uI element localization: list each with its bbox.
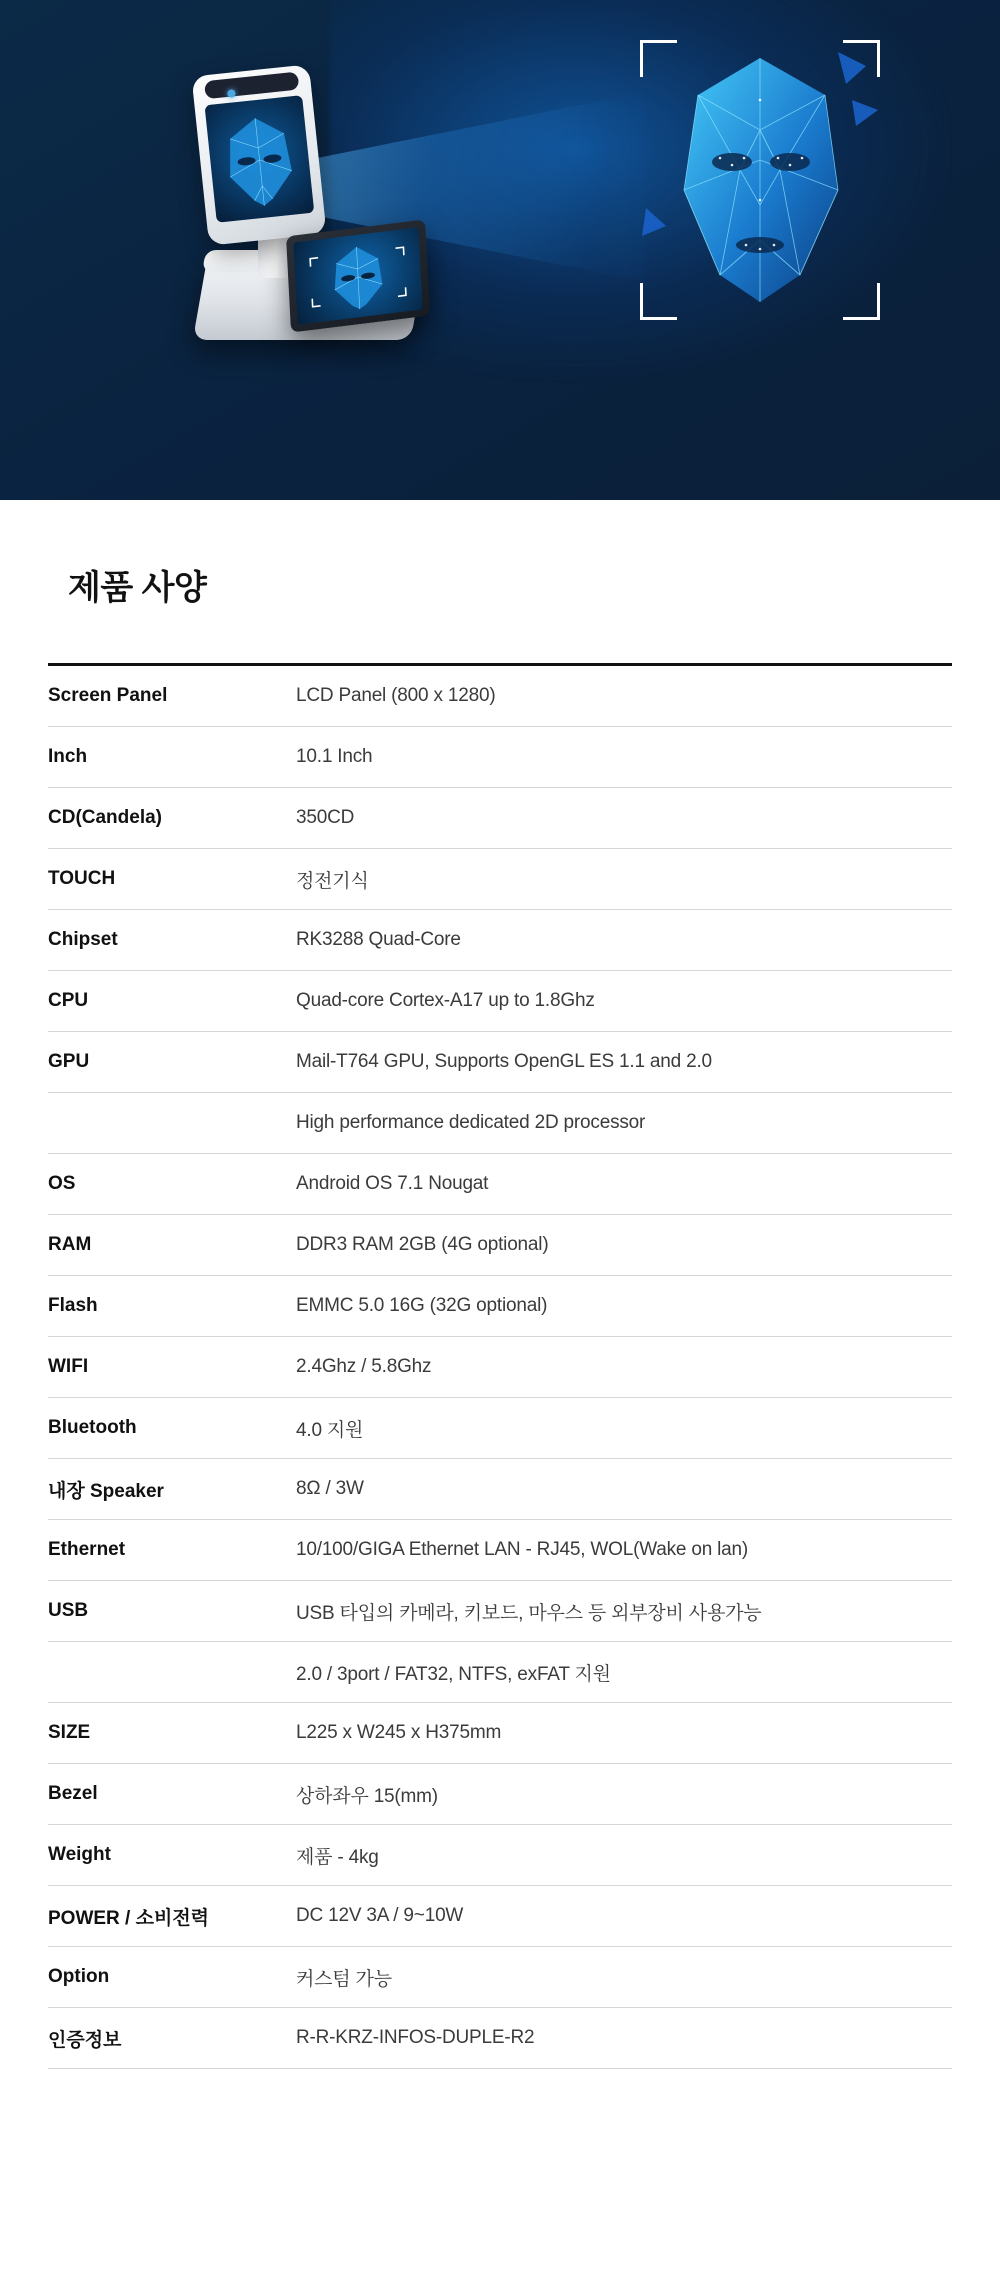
table-row	[48, 1581, 952, 1642]
spec-value: 2.0 / 3port / FAT32, NTFS, exFAT 지원	[296, 1642, 952, 1703]
spec-value: LCD Panel (800 x 1280)	[296, 665, 952, 727]
spec-value: 10.1 Inch	[296, 727, 952, 788]
tablet-screen-display	[293, 227, 422, 324]
spec-section	[0, 500, 1000, 2109]
spec-key	[48, 1093, 296, 1154]
page-title: 제품 사양	[68, 569, 207, 607]
scan-bracket-top-right-icon	[843, 40, 880, 77]
spec-value: R-R-KRZ-INFOS-DUPLE-R2	[296, 2008, 952, 2069]
table-row	[48, 910, 952, 971]
spec-value: High performance dedicated 2D processor	[296, 1093, 952, 1154]
scan-bracket-bottom-left-icon	[640, 283, 677, 320]
table-row	[48, 1032, 952, 1093]
tablet-device-icon	[286, 219, 430, 332]
spec-key: Bluetooth	[48, 1398, 296, 1459]
table-row	[48, 727, 952, 788]
kiosk-face-preview-icon	[205, 95, 315, 223]
spec-value: DC 12V 3A / 9~10W	[296, 1886, 952, 1947]
spec-key: Chipset	[48, 910, 296, 971]
table-row	[48, 1093, 952, 1154]
spec-key: Flash	[48, 1276, 296, 1337]
table-row	[48, 1825, 952, 1886]
scan-bracket-top-left-icon	[640, 40, 677, 77]
camera-bar-icon	[204, 72, 299, 100]
tablet-face-preview-icon	[293, 227, 422, 324]
spec-key: CPU	[48, 971, 296, 1032]
table-row	[48, 971, 952, 1032]
kiosk-screen-body	[191, 64, 326, 245]
spec-key: Weight	[48, 1825, 296, 1886]
spec-key: TOUCH	[48, 849, 296, 910]
spec-value: 정전기식	[296, 849, 952, 910]
spec-key: WIFI	[48, 1337, 296, 1398]
spec-key: CD(Candela)	[48, 788, 296, 849]
spec-key: Inch	[48, 727, 296, 788]
table-row	[48, 1215, 952, 1276]
spec-key: 인증정보	[48, 2008, 296, 2069]
wireframe-face-svg	[640, 40, 880, 320]
spec-key: SIZE	[48, 1703, 296, 1764]
table-row	[48, 1764, 952, 1825]
table-row	[48, 1337, 952, 1398]
spec-value: USB 타입의 카메라, 키보드, 마우스 등 외부장비 사용가능	[296, 1581, 952, 1642]
table-row	[48, 1154, 952, 1215]
spec-key: RAM	[48, 1215, 296, 1276]
table-row	[48, 1276, 952, 1337]
spec-value: 상하좌우 15(mm)	[296, 1764, 952, 1825]
wireframe-face-icon	[640, 40, 880, 320]
hero-banner	[0, 0, 1000, 500]
table-row	[48, 1642, 952, 1703]
spec-key: 내장 Speaker	[48, 1459, 296, 1520]
table-row	[48, 1947, 952, 2008]
spec-value: 2.4Ghz / 5.8Ghz	[296, 1337, 952, 1398]
table-row	[48, 1520, 952, 1581]
spec-key: GPU	[48, 1032, 296, 1093]
spec-value: Quad-core Cortex-A17 up to 1.8Ghz	[296, 971, 952, 1032]
spec-value: EMMC 5.0 16G (32G optional)	[296, 1276, 952, 1337]
spec-value: 10/100/GIGA Ethernet LAN - RJ45, WOL(Wake on lan)	[296, 1520, 952, 1581]
table-row	[48, 1703, 952, 1764]
camera-lens-icon	[227, 89, 236, 98]
spec-value: Android OS 7.1 Nougat	[296, 1154, 952, 1215]
spec-value: 제품 - 4kg	[296, 1825, 952, 1886]
spec-table	[48, 663, 952, 2069]
spec-key: OS	[48, 1154, 296, 1215]
spec-value: 8Ω / 3W	[296, 1459, 952, 1520]
spec-key: Ethernet	[48, 1520, 296, 1581]
spec-key	[48, 1642, 296, 1703]
table-row	[48, 2008, 952, 2069]
spec-key: POWER / 소비전력	[48, 1886, 296, 1947]
spec-value: DDR3 RAM 2GB (4G optional)	[296, 1215, 952, 1276]
spec-table-body	[48, 663, 952, 2069]
spec-key: Screen Panel	[48, 665, 296, 727]
spec-key: USB	[48, 1581, 296, 1642]
spec-key: Option	[48, 1947, 296, 2008]
spec-value: 350CD	[296, 788, 952, 849]
spec-key: Bezel	[48, 1764, 296, 1825]
table-row	[48, 788, 952, 849]
table-row	[48, 1398, 952, 1459]
spec-value: Mail-T764 GPU, Supports OpenGL ES 1.1 and 2.0	[296, 1032, 952, 1093]
table-row	[48, 849, 952, 910]
spec-value: L225 x W245 x H375mm	[296, 1703, 952, 1764]
spec-value: 커스텀 가능	[296, 1947, 952, 2008]
table-row	[48, 1459, 952, 1520]
scan-bracket-bottom-right-icon	[843, 283, 880, 320]
table-row	[48, 665, 952, 727]
spec-value: RK3288 Quad-Core	[296, 910, 952, 971]
spec-value: 4.0 지원	[296, 1398, 952, 1459]
kiosk-screen-display	[205, 95, 315, 223]
table-row	[48, 1886, 952, 1947]
